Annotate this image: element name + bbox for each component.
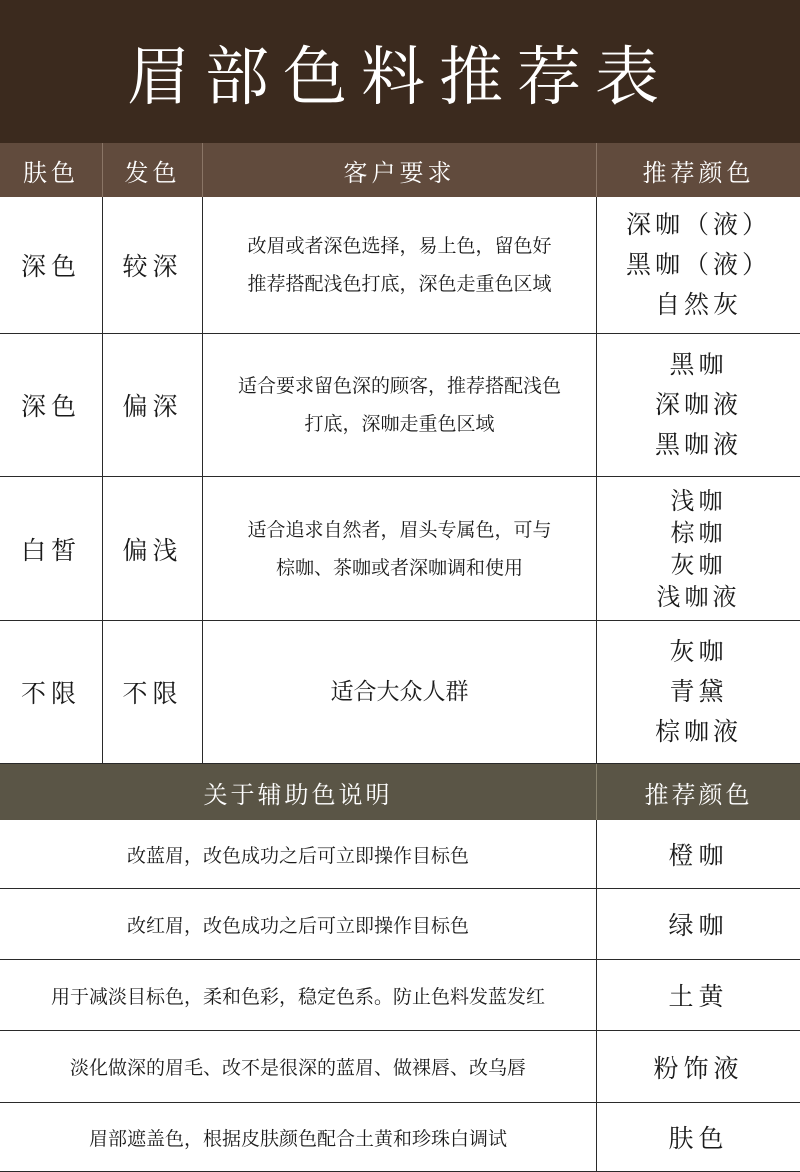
row4-colors (597, 621, 800, 764)
row2-requirement (203, 334, 597, 477)
aux-header-color: 推荐颜色 (597, 764, 800, 820)
aux-row3-color: 土黄 (597, 960, 800, 1031)
row4-color3: 棕咖液 (654, 717, 742, 746)
header-requirement: 客户要求 (203, 143, 597, 197)
row1-skin: 深色 (0, 197, 103, 334)
row3-color1: 浅咖 (670, 486, 727, 515)
row2-hair: 偏深 (103, 334, 203, 477)
row1-hair: 较深 (103, 197, 203, 334)
row4-req-line1: 适合大众人群 (330, 679, 469, 705)
aux-row5-desc: 眉部遮盖色，根据皮肤颜色配合土黄和珍珠白调试 (0, 1103, 597, 1172)
row4-skin: 不限 (0, 621, 103, 764)
aux-row4-desc: 淡化做深的眉毛、改不是很深的蓝眉、做裸唇、改乌唇 (0, 1031, 597, 1103)
row3-color2: 棕咖 (670, 518, 727, 547)
row3-color3: 灰咖 (670, 550, 727, 579)
row3-hair: 偏浅 (103, 477, 203, 621)
aux-header-desc: 关于辅助色说明 (0, 764, 597, 820)
row1-req-line1: 改眉或者深色选择，易上色，留色好 (247, 235, 552, 257)
aux-row1-color: 橙咖 (597, 820, 800, 889)
aux-row4-color: 粉饰液 (597, 1031, 800, 1103)
row2-color2: 深咖液 (654, 390, 742, 419)
row4-color1: 灰咖 (669, 637, 728, 666)
row3-req-line2: 棕咖、茶咖或者深咖调和使用 (275, 556, 523, 579)
header-skin: 肤色 (0, 143, 103, 197)
row4-requirement (203, 621, 597, 764)
aux-table (0, 764, 800, 1172)
row2-req-line2: 打底，深咖走重色区域 (304, 413, 495, 435)
aux-row1-desc: 改蓝眉，改色成功之后可立即操作目标色 (0, 820, 597, 889)
row3-req-line1: 适合追求自然者，眉头专属色，可与 (247, 518, 552, 541)
page-title: 眉部色料推荐表 (127, 40, 673, 115)
header-hair: 发色 (103, 143, 203, 197)
header-recommended-color: 推荐颜色 (597, 143, 800, 197)
aux-row5-color: 肤色 (597, 1103, 800, 1172)
row4-hair: 不限 (103, 621, 203, 764)
row1-color1: 深咖（液） (625, 210, 771, 239)
row2-req-line1: 适合要求留色深的顾客，推荐搭配浅色 (237, 375, 561, 397)
row1-requirement (203, 197, 597, 334)
aux-row3-desc: 用于减淡目标色，柔和色彩，稳定色系。防止色料发蓝发红 (0, 960, 597, 1031)
row3-color4: 浅咖液 (656, 582, 741, 611)
aux-row2-desc: 改红眉，改色成功之后可立即操作目标色 (0, 889, 597, 960)
row3-colors (597, 477, 800, 621)
row3-requirement (203, 477, 597, 621)
row1-color2: 黑咖（液） (625, 250, 771, 279)
row2-skin: 深色 (0, 334, 103, 477)
row3-skin: 白皙 (0, 477, 103, 621)
row2-color3: 黑咖液 (654, 430, 742, 459)
aux-row2-color: 绿咖 (597, 889, 800, 960)
row1-req-line2: 推荐搭配浅色打底，深色走重色区域 (247, 273, 552, 295)
row1-colors (597, 197, 800, 334)
title-bar (0, 0, 800, 143)
row2-colors (597, 334, 800, 477)
row1-color3: 自然灰 (654, 290, 742, 319)
row2-color1: 黑咖 (669, 350, 728, 379)
row4-color2: 青黛 (669, 677, 728, 706)
